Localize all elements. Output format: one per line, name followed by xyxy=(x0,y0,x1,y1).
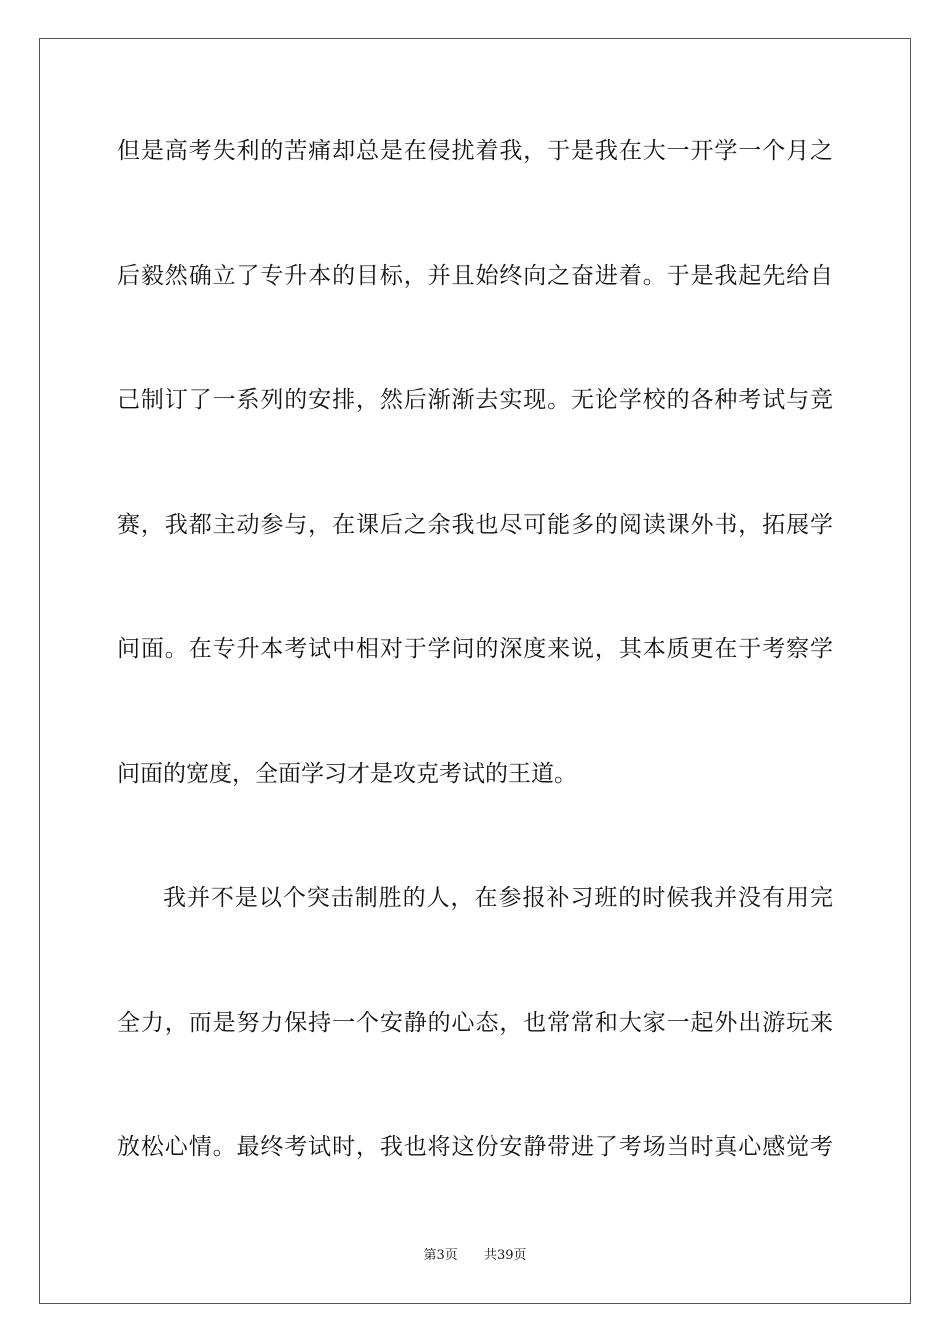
page-number-total: 共39页 xyxy=(484,1248,527,1263)
text-line: 己制订了一系列的安排，然后渐渐去实现。无论学校的各种考试与竞 xyxy=(117,387,833,413)
text-line: 赛，我都主动参与，在课后之余我也尽可能多的阅读课外书，拓展学 xyxy=(117,512,833,538)
text-line: 全力，而是努力保持一个安静的心态，也常常和大家一起外出游玩来 xyxy=(117,1010,833,1036)
text-line: 放松心情。最终考试时，我也将这份安静带进了考场当时真心感觉考 xyxy=(117,1134,833,1160)
text-line: 问面的宽度，全面学习才是攻克考试的王道。 xyxy=(117,761,577,787)
page-footer xyxy=(0,1248,950,1264)
text-line: 后毅然确立了专升本的目标，并且始终向之奋进着。于是我起先给自 xyxy=(117,263,833,289)
page-border xyxy=(39,38,911,1304)
text-line: 但是高考失利的苦痛却总是在侵扰着我，于是我在大一开学一个月之 xyxy=(117,138,833,164)
paragraph-first-line: 我并不是以个突击制胜的人，在参报补习班的时候我并没有用完 xyxy=(163,885,833,911)
text-line: 问面。在专升本考试中相对于学问的深度来说，其本质更在于考察学 xyxy=(117,636,833,662)
page-number-current: 第3页 xyxy=(423,1248,458,1263)
